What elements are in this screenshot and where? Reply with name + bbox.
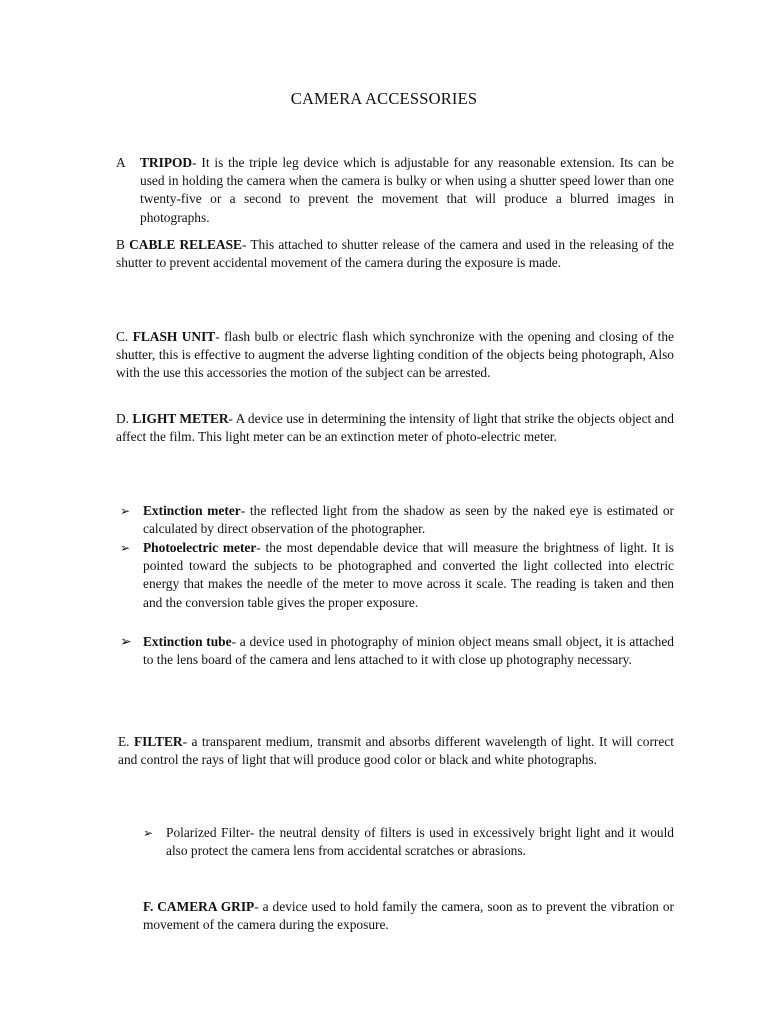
list-item-body (143, 633, 674, 669)
section-camera-grip (143, 898, 674, 934)
term-cable-release: CABLE RELEASE (129, 237, 242, 252)
section-tripod (116, 154, 674, 227)
bullet-arrow-icon: ➢ (120, 504, 131, 518)
term-light-meter: LIGHT METER (132, 411, 229, 426)
section-marker: D. (116, 411, 130, 426)
term-flash-unit: FLASH UNIT (132, 329, 216, 344)
section-marker: B (116, 237, 125, 252)
light-meter-text: - A device use in determining the intensity of light that strike the objects object and affect the film. This light meter can be an extinction meter of photo-electric meter. (116, 411, 674, 445)
polarized-filter-text: Polarized Filter- the neutral density of filters is used in excessively bright light and it would also protect the camera lens from accidental scratches or abrasions. (166, 825, 674, 859)
section-tripod-body (140, 154, 674, 227)
term-photoelectric-meter: Photoelectric meter (143, 540, 257, 555)
section-light-meter (116, 410, 674, 446)
term-extinction-meter: Extinction meter (143, 503, 241, 518)
list-item-photoelectric-meter (120, 539, 674, 612)
bullet-arrow-icon: ➢ (120, 541, 131, 555)
list-item-extinction-tube (120, 633, 674, 669)
list-item-body (143, 539, 674, 612)
section-filter (118, 733, 674, 769)
cable-release-text: - This attached to shutter release of the camera and used in the releasing of the shutter to prevent accidental movement of the camera during the exposure is made. (116, 237, 675, 271)
term-extinction-tube: Extinction tube (143, 634, 232, 649)
photoelectric-meter-text: - the most dependable device that will measure the brightness of light. It is pointed toward the subjects to be photographed and converted the light collected into electric energy that makes the needle of the meter to move across it scale. The reading is taken and then and the conversion table gives the proper exposure. (143, 540, 674, 610)
list-item-body (143, 502, 674, 538)
extinction-meter-text: - the reflected light from the shadow as seen by the naked eye is estimated or calculated by direct observation of the photographer. (143, 503, 675, 537)
section-marker: E. (118, 734, 130, 749)
section-cable-release (116, 236, 674, 272)
document-title: CAMERA ACCESSORIES (290, 89, 478, 108)
camera-grip-text: - a device used to hold family the camera, soon as to prevent the vibration or movement of the camera during the exposure. (143, 899, 674, 933)
term-tripod: TRIPOD (140, 155, 193, 170)
term-camera-grip: F. CAMERA GRIP (143, 899, 255, 914)
filter-text: - a transparent medium, transmit and absorbs different wavelength of light. It will correct and control the rays of light that will produce good color or black and white photographs. (118, 734, 674, 768)
flash-unit-text: - flash bulb or electric flash which synchronize with the opening and closing of the shutter, this is effective to augment the adverse lighting condition of the objects being photograph, Also with the use this accessories the motion of the subject can be arrested. (116, 329, 674, 381)
term-filter: FILTER (133, 734, 183, 749)
section-flash-unit (116, 328, 674, 383)
list-item-extinction-meter (120, 502, 674, 538)
section-marker: A (116, 155, 126, 170)
bullet-arrow-icon: ➢ (143, 826, 154, 840)
section-marker: C. (116, 329, 129, 344)
bullet-arrow-icon: ➢ (120, 634, 132, 650)
tripod-text: - It is the triple leg device which is adjustable for any reasonable extension. Its can be used in holding the camera when the camera is bulky or when using a shutter speed lower than one twenty-five or a second to prevent the movement that will produce a blurred images in photographs. (140, 155, 674, 225)
list-item-polarized-filter (143, 824, 674, 860)
extinction-tube-text: - a device used in photography of minion object means small object, it is attached to the lens board of the camera and lens attached to it with close up photography necessary. (143, 634, 674, 668)
